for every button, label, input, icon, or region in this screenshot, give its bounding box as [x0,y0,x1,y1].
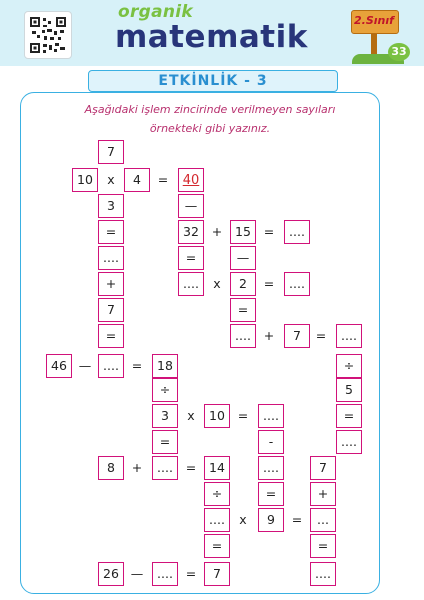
puzzle-cell: .... [258,404,284,428]
puzzle-cell: .... [178,272,204,296]
activity-title: ETKİNLİK - 3 [88,70,338,92]
puzzle-cell: .... [152,562,178,586]
puzzle-cell: .... [98,246,124,270]
puzzle-cell: ... [310,508,336,532]
puzzle-cell: 7 [310,456,336,480]
puzzle-cell: .... [204,508,230,532]
operator-symbol: = [263,223,275,239]
operator-symbol: x [187,407,195,423]
puzzle-cell: 4 [124,168,150,192]
puzzle-cell: 14 [204,456,230,480]
puzzle-cell: 18 [152,354,178,378]
operator-symbol: = [263,275,275,291]
operator-symbol: + [131,459,143,475]
puzzle-cell: .... [152,456,178,480]
operator-symbol: = [291,511,303,527]
page-number: 33 [388,43,410,61]
operator-symbol: = [185,459,197,475]
puzzle-cell: 40 [178,168,204,192]
puzzle-cell: .... [98,354,124,378]
puzzle-cell: 10 [72,168,98,192]
puzzle-cell: 26 [98,562,124,586]
puzzle-cell: .... [284,220,310,244]
instruction-line-2: örnekteki gibi yazınız. [149,122,271,135]
puzzle-cell: = [98,324,124,348]
puzzle-cell: = [230,298,256,322]
operator-symbol: x [107,171,115,187]
puzzle-cell: 7 [98,298,124,322]
puzzle-cell: ÷ [336,354,362,378]
puzzle-cell: - [258,430,284,454]
puzzle-cell: 7 [204,562,230,586]
puzzle-cell: .... [230,324,256,348]
puzzle-cell: 32 [178,220,204,244]
operator-symbol: x [239,511,247,527]
puzzle-cell: = [98,220,124,244]
operator-symbol: + [263,327,275,343]
operator-symbol: = [185,565,197,581]
puzzle-cell: .... [336,430,362,454]
operator-symbol: = [315,327,327,343]
instruction-line-1: Aşağıdaki işlem zincirinde verilmeyen sayıları [84,103,336,116]
puzzle-cell: 15 [230,220,256,244]
puzzle-cell: 9 [258,508,284,532]
puzzle-cell: + [98,272,124,296]
puzzle-cell: .... [336,324,362,348]
puzzle-cell: — [178,194,204,218]
puzzle-cell: 5 [336,378,362,402]
puzzle-cell: 7 [284,324,310,348]
operator-symbol: + [211,223,223,239]
puzzle-cell: 46 [46,354,72,378]
operator-symbol: = [131,357,143,373]
puzzle-cell: — [230,246,256,270]
puzzle-cell: = [178,246,204,270]
puzzle-cell: ÷ [204,482,230,506]
puzzle-cell: 10 [204,404,230,428]
operator-symbol: x [213,275,221,291]
puzzle-cell: 3 [152,404,178,428]
puzzle-cell: + [310,482,336,506]
puzzle-cell: = [336,404,362,428]
puzzle-cell: = [310,534,336,558]
puzzle-cell: = [152,430,178,454]
puzzle-cell: .... [310,562,336,586]
puzzle-cell: 8 [98,456,124,480]
grade-label: 2.Sınıf [354,14,394,27]
puzzle-cell: 3 [98,194,124,218]
puzzle-cell: = [258,482,284,506]
puzzle-cell: .... [284,272,310,296]
operator-symbol: — [130,565,144,581]
operator-symbol: = [237,407,249,423]
brand-logo-text: matematik [115,19,308,55]
operator-symbol: — [78,357,92,373]
puzzle-cell: .... [258,456,284,480]
operator-symbol: = [157,171,169,187]
puzzle-cell: ÷ [152,378,178,402]
puzzle-cell: 7 [98,140,124,164]
puzzle-cell: 2 [230,272,256,296]
brand-small-text: organik [118,2,194,22]
puzzle-cell: = [204,534,230,558]
